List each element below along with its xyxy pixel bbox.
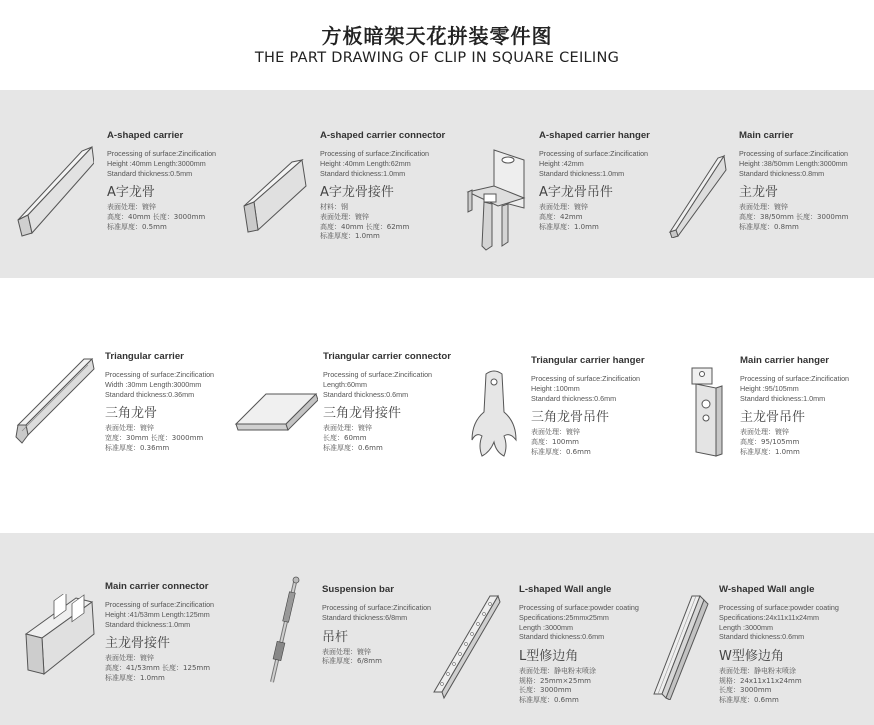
- spec-line: Processing of surface:Zincification: [105, 600, 215, 609]
- spec-cn-line: 高度：40mm 长度：3000mm: [107, 212, 206, 221]
- spec-line: Height :40mm Length:3000mm: [107, 158, 206, 168]
- page-title-en: THE PART DRAWING OF CLIP IN SQUARE CEILING: [254, 50, 620, 66]
- spec-line: Length:60mm: [323, 379, 367, 389]
- spec-cn-line: 标准厚度：1.0mm: [105, 673, 165, 682]
- page-title-cn: 方板暗架天花拼装零件图: [321, 24, 553, 48]
- spec-cn-line: 长度：3000mm: [519, 686, 572, 695]
- spec-line: Height :95/105mm: [740, 383, 799, 393]
- triangular-carrier-connector-icon: [234, 390, 318, 438]
- spec-line: Processing of surface:Zincification: [740, 374, 850, 383]
- spec-line: Standard thickness:0.6mm: [531, 393, 617, 403]
- part-name-cn: A字龙骨: [107, 185, 155, 201]
- spec-cn-line: 表面处理：镀锌: [323, 424, 372, 433]
- spec-cn-line: 规格：25mm×25mm: [519, 676, 591, 685]
- spec-cn-line: 高度：40mm 长度：62mm: [320, 222, 410, 231]
- spec-cn-line: 标准厚度：6/8mm: [322, 657, 382, 666]
- spec-cn-line: 宽度：30mm 长度：3000mm: [105, 433, 204, 442]
- spec-cn-line: 表面处理：镀锌: [320, 212, 369, 221]
- spec-cn-line: 标准厚度：0.6mm: [531, 447, 591, 456]
- spec-line: Height :100mm: [531, 383, 580, 393]
- spec-line: Length :3000mm: [719, 622, 773, 632]
- spec-cn-line: 高度：42mm: [539, 212, 583, 221]
- part-name-cn: 三角龙骨吊件: [531, 410, 610, 426]
- spec-cn-line: 标准厚度：1.0mm: [539, 222, 599, 231]
- part-name-cn: A字龙骨吊件: [539, 185, 613, 201]
- spec-line: Standard thickness:1.0mm: [539, 168, 625, 178]
- spec-line: Standard thickness:6/8mm: [322, 612, 408, 622]
- part-name-cn: 三角龙骨接件: [323, 406, 402, 422]
- spec-cn-line: 表面处理：镀锌: [105, 424, 154, 433]
- spec-line: Standard thickness:1.0mm: [105, 619, 191, 629]
- spec-line: Processing of surface:Zincification: [322, 603, 432, 612]
- spec-cn-line: 表面处理：镀锌: [531, 428, 580, 437]
- part-name-en: Main carrier connector: [105, 581, 209, 592]
- spec-cn-line: 高度：100mm: [531, 437, 579, 446]
- spec-cn-line: 标准厚度：0.36mm: [105, 443, 170, 452]
- spec-cn-line: 规格：24x11x11x24mm: [719, 676, 802, 685]
- part-name-en: Triangular carrier: [105, 351, 184, 362]
- part-name-en: A-shaped carrier: [107, 130, 184, 141]
- part-name-en: Main carrier hanger: [740, 355, 830, 366]
- spec-cn-line: 标准厚度：1.0mm: [320, 232, 380, 241]
- part-name-en: Triangular carrier connector: [323, 351, 451, 362]
- spec-cn-line: 表面处理：静电粉末喷涂: [519, 667, 596, 676]
- spec-cn-line: 表面处理：镀锌: [740, 428, 789, 437]
- spec-line: Height :41/53mm Length:125mm: [105, 609, 210, 619]
- part-name-en: L-shaped Wall angle: [519, 584, 612, 595]
- spec-line: Standard thickness:0.8mm: [739, 168, 825, 178]
- spec-cn-line: 标准厚度：0.6mm: [519, 695, 579, 704]
- a-shaped-carrier-connector-icon: [240, 158, 310, 233]
- spec-line: Processing of surface:powder coating: [519, 603, 639, 612]
- spec-cn-line: 标准厚度：0.6mm: [719, 695, 779, 704]
- spec-cn-line: 表面处理：静电粉末喷涂: [719, 667, 796, 676]
- spec-line: Processing of surface:Zincification: [105, 370, 215, 379]
- spec-line: Standard thickness:0.6mm: [719, 632, 805, 642]
- part-name-cn: 主龙骨接件: [105, 636, 171, 652]
- spec-cn-line: 长度：3000mm: [719, 686, 772, 695]
- spec-line: Standard thickness:0.6mm: [519, 632, 605, 642]
- w-shaped-wall-angle-icon: [650, 592, 710, 700]
- triangular-carrier-hanger-icon: [470, 368, 522, 460]
- spec-line: Standard thickness:1.0mm: [320, 168, 406, 178]
- part-name-cn: A字龙骨接件: [320, 185, 394, 201]
- part-name-cn: 吊杆: [322, 629, 349, 645]
- part-name-en: A-shaped carrier hanger: [539, 130, 650, 141]
- spec-line: Length :3000mm: [519, 622, 573, 632]
- spec-line: Processing of surface:Zincification: [739, 149, 849, 158]
- part-name-cn: L型修边角: [519, 649, 579, 665]
- spec-line: Processing of surface:Zincification: [320, 149, 430, 158]
- spec-line: Width :30mm Length:3000mm: [105, 379, 202, 389]
- spec-line: Height :40mm Length:62mm: [320, 158, 411, 168]
- spec-line: Processing of surface:Zincification: [531, 374, 641, 383]
- spec-line: Standard thickness:0.6mm: [323, 389, 409, 399]
- spec-line: Height :42mm: [539, 158, 584, 168]
- part-name-cn: 主龙骨: [739, 185, 779, 201]
- triangular-carrier-icon: [12, 355, 96, 445]
- spec-line: Standard thickness:0.5mm: [107, 168, 193, 178]
- part-name-cn: 主龙骨吊件: [740, 410, 806, 426]
- part-name-en: Suspension bar: [322, 584, 394, 595]
- suspension-bar-icon: [262, 574, 302, 686]
- spec-line: Processing of surface:Zincification: [107, 149, 217, 158]
- spec-cn-line: 表面处理：镀锌: [107, 203, 156, 212]
- spec-cn-line: 表面处理：镀锌: [739, 203, 788, 212]
- spec-cn-line: 表面处理：镀锌: [322, 647, 371, 656]
- spec-line: Height :38/50mm Length:3000mm: [739, 158, 848, 168]
- spec-cn-line: 标准厚度：0.8mm: [739, 222, 799, 231]
- part-name-cn: 三角龙骨: [105, 406, 158, 422]
- spec-cn-line: 材料：钢: [320, 203, 348, 212]
- spec-cn-line: 标准厚度：0.6mm: [323, 443, 383, 452]
- spec-cn-line: 标准厚度：1.0mm: [740, 447, 800, 456]
- spec-cn-line: 表面处理：镀锌: [539, 203, 588, 212]
- spec-line: Specifications:25mmx25mm: [519, 612, 609, 622]
- spec-cn-line: 长度：60mm: [323, 433, 367, 442]
- part-name-en: Triangular carrier hanger: [531, 355, 645, 366]
- a-shaped-carrier-hanger-icon: [462, 146, 532, 252]
- part-name-en: W-shaped Wall angle: [719, 584, 815, 595]
- part-name-cn: W型修边角: [719, 649, 784, 665]
- main-carrier-icon: [668, 152, 728, 238]
- spec-line: Processing of surface:powder coating: [719, 603, 839, 612]
- spec-cn-line: 标准厚度：0.5mm: [107, 222, 167, 231]
- l-shaped-wall-angle-icon: [430, 592, 502, 700]
- part-name-en: A-shaped carrier connector: [320, 130, 446, 141]
- spec-cn-line: 高度：38/50mm 长度：3000mm: [739, 212, 849, 221]
- spec-line: Specifications:24x11x11x24mm: [719, 612, 820, 622]
- spec-cn-line: 高度：41/53mm 长度：125mm: [105, 663, 211, 672]
- main-carrier-hanger-icon: [686, 364, 726, 460]
- a-shaped-carrier-icon: [14, 145, 94, 237]
- spec-line: Standard thickness:0.36mm: [105, 389, 195, 399]
- spec-cn-line: 表面处理：镀锌: [105, 654, 154, 663]
- spec-line: Standard thickness:1.0mm: [740, 393, 826, 403]
- spec-line: Processing of surface:Zincification: [539, 149, 649, 158]
- main-carrier-connector-icon: [22, 594, 96, 680]
- spec-cn-line: 高度：95/105mm: [740, 437, 800, 446]
- part-name-en: Main carrier: [739, 130, 794, 141]
- spec-line: Processing of surface:Zincification: [323, 370, 433, 379]
